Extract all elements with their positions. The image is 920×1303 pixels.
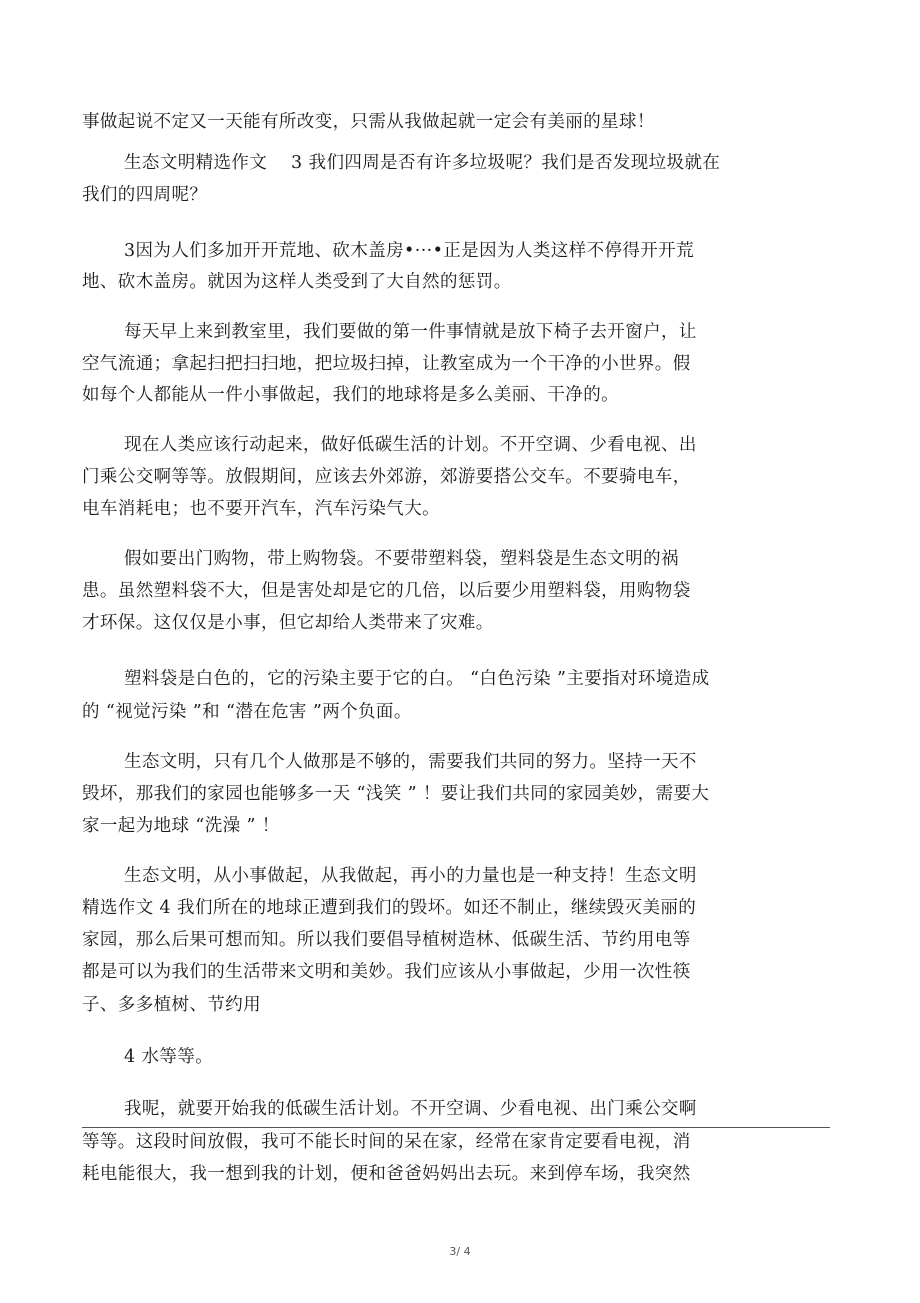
text-line: 毁坏，那我们的家园也能够多一天 “浅笑 ” ！要让我们共同的家园美妙，需要大 [82,784,710,804]
text-line: 患。虽然塑料袋不大，但是害处却是它的几倍，以后要少用塑料袋，用购物袋 [82,581,691,601]
text-line: 精选作文 4 我们所在的地球正遭到我们的毁坏。如还不制止，继续毁灭美丽的 [82,898,697,918]
page-number: 3/ 4 [449,1245,471,1258]
text-line: 生态文明，从小事做起，从我做起，再小的力量也是一种支持！生态文明 [124,866,697,886]
text-line: 子、多多植树、节约用 [82,995,261,1015]
text-line: 电车消耗电；也不要开汽车，汽车污染气大。 [82,499,440,519]
text-line: 现在人类应该行动起来，做好低碳生活的计划。不开空调、少看电视、出 [124,435,697,455]
text-line: 地、砍木盖房。就因为这样人类受到了大自然的惩罚。 [82,272,512,292]
text-line: 的 “视觉污染 ”和 “潜在危害 ”两个负面。 [82,702,412,722]
text-line: 才环保。这仅仅是小事，但它却给人类带来了灾难。 [82,613,494,633]
text-line: 我们的四周呢？ [82,185,208,205]
text-line: 假如要出门购物，带上购物袋。不要带塑料袋，塑料袋是生态文明的祸 [124,549,679,569]
text-line: 空气流通；拿起扫把扫扫地，把垃圾扫掉，让教室成为一个干净的小世界。假 [82,354,691,374]
text-line: 等等。这段时间放假，我可不能长时间的呆在家，经常在家肯定要看电视，消 [82,1132,691,1152]
text-line: 生态文明精选作文 3 我们四周是否有许多垃圾呢？我们是否发现垃圾就在 [124,153,721,173]
text-line: 生态文明，只有几个人做那是不够的，需要我们共同的努力。坚持一天不 [124,752,697,772]
text-line: 都是可以为我们的生活带来文明和美妙。我们应该从小事做起，少用一次性筷 [82,962,691,982]
text-line: 塑料袋是白色的，它的污染主要于它的白。 “白色污染 ”主要指对环境造成 [124,669,710,689]
horizontal-rule [82,1127,830,1128]
text-line: 3因为人们多加开开荒地、砍木盖房•···•正是因为人类这样不停得开开荒 [124,241,694,261]
text-line: 4 水等等。 [124,1047,214,1067]
text-line: 事做起说不定又一天能有所改变，只需从我做起就一定会有美丽的星球！ [82,112,655,132]
text-line: 家园，那么后果可想而知。所以我们要倡导植树造林、低碳生活、节约用电等 [82,930,691,950]
text-line: 耗电能很大，我一想到我的计划，便和爸爸妈妈出去玩。来到停车场，我突然 [82,1164,691,1184]
text-line: 家一起为地球 “洗澡 ” ！ [82,816,280,836]
text-line: 我呢，就要开始我的低碳生活计划。不开空调、少看电视、出门乘公交啊 [124,1099,697,1119]
text-line: 如每个人都能从一件小事做起，我们的地球将是多么美丽、干净的。 [82,385,619,405]
text-line: 门乘公交啊等等。放假期间，应该去外郊游，郊游要搭公交车。不要骑电车， [82,467,691,487]
text-line: 每天早上来到教室里，我们要做的第一件事情就是放下椅子去开窗户，让 [124,322,697,342]
